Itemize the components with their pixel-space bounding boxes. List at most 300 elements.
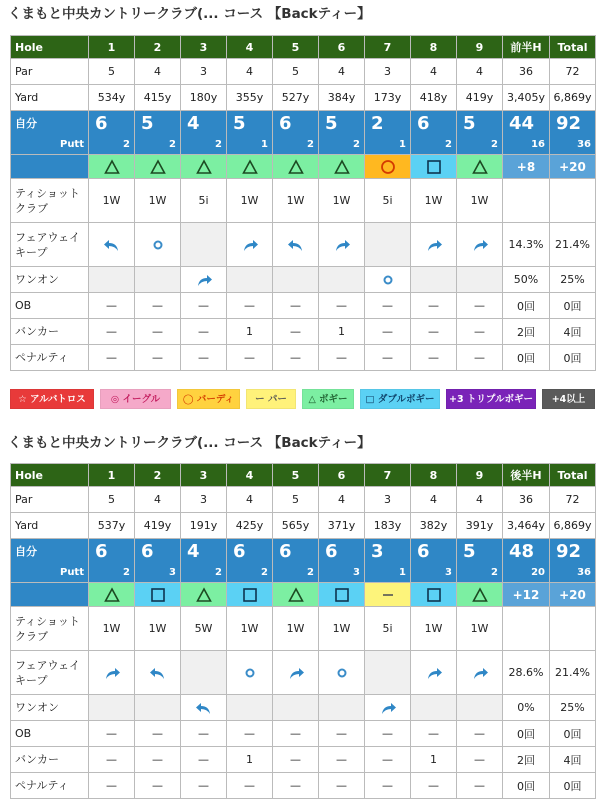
par-cell: 3 [181,487,227,513]
result-square-icon [319,583,365,607]
score-cell [319,539,365,583]
yard-cell: 382y [411,513,457,539]
par-cell: 4 [227,487,273,513]
penalty-cell: — [411,773,457,799]
bunker-cell: — [135,319,181,345]
stroke-count: 4 [187,541,200,562]
over-par-total: +20 [550,583,596,607]
yard-cell: 355y [227,85,273,111]
ob-cell: 0回 [550,293,596,319]
putt-count: 1 [399,139,406,150]
yard-cell: 415y [135,85,181,111]
penalty-cell: — [273,345,319,371]
par-cell: 4 [457,59,503,85]
par-label: Par [11,59,89,85]
result-triangle-icon [457,155,503,179]
header-col-2: 2 [135,36,181,59]
result-label-blank [11,155,89,179]
stroke-count: 6 [233,541,246,562]
legend-albatross: ☆ アルバトロス [10,389,94,409]
result-label-blank [11,583,89,607]
score-cell [181,111,227,155]
tee-shot-club-label: ティショット クラブ [11,607,89,651]
bunker-cell: — [273,747,319,773]
putt-count: 2 [123,567,130,578]
header-col-4: 4 [227,464,273,487]
one-on-na-cell [227,695,273,721]
score-cell [365,111,411,155]
yard-cell: 527y [273,85,319,111]
fairway-na-cell [181,651,227,695]
stroke-count: 5 [325,113,338,134]
header-col-8: 8 [411,36,457,59]
one-on-label: ワンオン [11,267,89,293]
stroke-count: 5 [141,113,154,134]
header-col-6: 6 [319,464,365,487]
ob-cell: — [365,293,411,319]
stroke-count: 4 [187,113,200,134]
par-cell: 5 [89,487,135,513]
yard-cell: 534y [89,85,135,111]
ob-cell: — [411,293,457,319]
score-legend [10,389,595,409]
front-nine-scorecard [10,35,596,371]
one-on-na-cell [135,695,181,721]
ob-cell: — [181,721,227,747]
my-score-title: 自分 [15,545,37,558]
putt-count: 2 [353,139,360,150]
ob-cell: — [365,721,411,747]
fairway-right-icon [273,651,319,695]
header-col-9: 9 [457,36,503,59]
one-on-pct: 0% [503,695,550,721]
penalty-cell: — [365,773,411,799]
stroke-count: 5 [463,541,476,562]
bunker-cell: — [135,747,181,773]
header-col-1: 1 [89,36,135,59]
my-score-label [11,111,89,155]
tee-club-cell: 1W [319,179,365,223]
fairway-right-icon [227,223,273,267]
ob-cell: — [273,721,319,747]
yard-cell: 3,405y [503,85,550,111]
putt-count: 36 [577,139,591,150]
header-col-8: 8 [411,464,457,487]
putt-count: 2 [307,567,314,578]
fairway-pct: 14.3% [503,223,550,267]
back-course-title: くまもと中央カントリークラブ(... コース 【Backティー】 [8,435,371,451]
penalty-cell: 0回 [550,345,596,371]
penalty-cell: — [181,345,227,371]
bunker-cell: 4回 [550,319,596,345]
putt-count: 20 [531,567,545,578]
ob-cell: — [135,721,181,747]
one-on-na-cell [411,267,457,293]
result-square-icon [135,583,181,607]
ob-cell: — [89,293,135,319]
penalty-cell: 0回 [503,773,550,799]
tee-shot-club-label: ティショット クラブ [11,179,89,223]
penalty-cell: — [319,773,365,799]
par-cell: 4 [411,59,457,85]
bunker-cell: — [411,319,457,345]
fairway-right-icon [411,223,457,267]
one-on-na-cell [319,267,365,293]
score-cell [273,111,319,155]
score-cell [365,539,411,583]
yard-cell: 391y [457,513,503,539]
one-on-na-cell [411,695,457,721]
par-cell: 4 [457,487,503,513]
par-label: Par [11,487,89,513]
bunker-label: バンカー [11,319,89,345]
tee-club-cell: 1W [227,179,273,223]
header-col-5: 5 [273,464,319,487]
back-nine-scorecard [10,463,596,799]
ob-cell: — [411,721,457,747]
one-on-na-cell [227,267,273,293]
fairway-right-icon [457,651,503,695]
one-on-na-cell [319,695,365,721]
score-cell [411,539,457,583]
score-cell [227,111,273,155]
fairway-right-icon [319,223,365,267]
fairway-right-icon [457,223,503,267]
ob-cell: — [319,293,365,319]
score-cell [550,539,596,583]
ob-cell: — [273,293,319,319]
tee-club-cell: 1W [457,607,503,651]
par-cell: 3 [365,59,411,85]
result-triangle-icon [89,155,135,179]
score-cell [503,539,550,583]
penalty-cell: 0回 [503,345,550,371]
putt-count: 2 [215,567,222,578]
ob-cell: — [135,293,181,319]
result-triangle-icon [181,155,227,179]
yard-cell: 6,869y [550,513,596,539]
header-col-7: 7 [365,464,411,487]
score-cell [135,111,181,155]
one-on-na-cell [89,695,135,721]
tee-club-cell: 1W [457,179,503,223]
result-triangle-icon [89,583,135,607]
putt-label: Putt [59,139,84,150]
result-dash-icon [365,583,411,607]
bunker-cell: — [457,319,503,345]
ob-cell: — [227,721,273,747]
score-cell [89,111,135,155]
par-cell: 3 [181,59,227,85]
header-col-10: 前半H [503,36,550,59]
over-par-total: +8 [503,155,550,179]
yard-cell: 6,869y [550,85,596,111]
over-par-total: +20 [550,155,596,179]
stroke-count: 5 [233,113,246,134]
bunker-cell: — [89,319,135,345]
stroke-count: 6 [417,541,430,562]
yard-cell: 183y [365,513,411,539]
stroke-count: 92 [556,541,582,562]
stroke-count: 6 [325,541,338,562]
par-cell: 4 [319,487,365,513]
score-cell [135,539,181,583]
fairway-center-icon [319,651,365,695]
score-cell [457,539,503,583]
yard-cell: 419y [135,513,181,539]
par-cell: 72 [550,487,596,513]
par-cell: 4 [411,487,457,513]
bunker-cell: — [181,747,227,773]
one-on-na-cell [273,267,319,293]
legend-double-bogey: □ ダブルボギー [360,389,440,409]
tee-club-cell: 1W [273,179,319,223]
tee-club-cell: 5W [181,607,227,651]
penalty-cell: — [365,345,411,371]
over-par-total: +12 [503,583,550,607]
ob-label: OB [11,721,89,747]
par-cell: 5 [273,59,319,85]
penalty-cell: — [135,773,181,799]
penalty-label: ペナルティ [11,773,89,799]
one-on-na-cell [273,695,319,721]
bunker-cell: 1 [227,319,273,345]
tee-club-cell [503,179,550,223]
ob-cell: 0回 [503,293,550,319]
putt-count: 1 [399,567,406,578]
header-col-1: 1 [89,464,135,487]
bunker-cell: — [457,747,503,773]
header-col-7: 7 [365,36,411,59]
stroke-count: 44 [509,113,535,134]
one-on-right-icon [365,695,411,721]
putt-count: 3 [169,567,176,578]
fairway-right-icon [89,651,135,695]
yard-label: Yard [11,513,89,539]
yard-cell: 3,464y [503,513,550,539]
bunker-cell: — [365,319,411,345]
one-on-center-icon [365,267,411,293]
par-cell: 5 [273,487,319,513]
tee-club-cell: 5i [181,179,227,223]
fairway-pct: 21.4% [550,651,596,695]
score-cell [503,111,550,155]
result-triangle-icon [135,155,181,179]
header-col-5: 5 [273,36,319,59]
legend-bogey: △ ボギー [302,389,354,409]
tee-club-cell: 1W [135,607,181,651]
penalty-cell: — [89,773,135,799]
one-on-na-cell [457,267,503,293]
one-on-na-cell [89,267,135,293]
fairway-center-icon [227,651,273,695]
stroke-count: 48 [509,541,535,562]
yard-cell: 565y [273,513,319,539]
penalty-cell: — [319,345,365,371]
result-triangle-icon [457,583,503,607]
par-cell: 36 [503,487,550,513]
my-score-label [11,539,89,583]
result-triangle-icon [273,155,319,179]
bunker-cell: — [181,319,227,345]
fairway-pct: 21.4% [550,223,596,267]
putt-count: 2 [491,567,498,578]
legend-eagle: ◎ イーグル [100,389,171,409]
ob-cell: — [227,293,273,319]
ob-cell: — [457,293,503,319]
stroke-count: 6 [95,541,108,562]
penalty-cell: — [227,773,273,799]
putt-count: 36 [577,567,591,578]
score-cell [550,111,596,155]
par-cell: 4 [319,59,365,85]
one-on-na-cell [457,695,503,721]
putt-count: 2 [307,139,314,150]
score-cell [273,539,319,583]
fairway-left-icon [135,651,181,695]
legend-birdie: ◯ バーディ [177,389,240,409]
stroke-count: 6 [417,113,430,134]
putt-count: 2 [123,139,130,150]
front-course-title: くまもと中央カントリークラブ(... コース 【Backティー】 [8,6,371,22]
penalty-cell: — [457,773,503,799]
legend-par: ー パー [246,389,296,409]
tee-club-cell: 1W [227,607,273,651]
yard-cell: 537y [89,513,135,539]
score-cell [411,111,457,155]
bunker-cell: 2回 [503,747,550,773]
header-col-6: 6 [319,36,365,59]
par-cell: 4 [135,487,181,513]
tee-club-cell [550,179,596,223]
my-score-title: 自分 [15,117,37,130]
tee-club-cell [550,607,596,651]
stroke-count: 6 [279,113,292,134]
fairway-na-cell [365,223,411,267]
penalty-label: ペナルティ [11,345,89,371]
stroke-count: 6 [95,113,108,134]
penalty-cell: 0回 [550,773,596,799]
penalty-cell: — [273,773,319,799]
bunker-cell: — [365,747,411,773]
result-circle-icon [365,155,411,179]
fairway-keep-label: フェアウェイ キープ [11,223,89,267]
ob-cell: 0回 [503,721,550,747]
par-cell: 36 [503,59,550,85]
stroke-count: 6 [141,541,154,562]
putt-count: 2 [169,139,176,150]
ob-cell: — [181,293,227,319]
result-square-icon [411,583,457,607]
putt-count: 16 [531,139,545,150]
stroke-count: 3 [371,541,384,562]
putt-count: 3 [445,567,452,578]
fairway-left-icon [89,223,135,267]
one-on-left-icon [181,695,227,721]
fairway-pct: 28.6% [503,651,550,695]
bunker-cell: 1 [411,747,457,773]
ob-cell: — [457,721,503,747]
fairway-left-icon [273,223,319,267]
result-triangle-icon [181,583,227,607]
score-cell [319,111,365,155]
tee-club-cell: 1W [89,607,135,651]
bunker-cell: 1 [227,747,273,773]
putt-label: Putt [59,567,84,578]
tee-club-cell: 1W [411,179,457,223]
fairway-na-cell [181,223,227,267]
header-col-9: 9 [457,464,503,487]
stroke-count: 5 [463,113,476,134]
one-on-label: ワンオン [11,695,89,721]
result-square-icon [411,155,457,179]
one-on-pct: 25% [550,267,596,293]
result-triangle-icon [273,583,319,607]
header-hole-label: Hole [11,36,89,59]
score-cell [89,539,135,583]
putt-count: 1 [261,139,268,150]
tee-club-cell: 1W [89,179,135,223]
fairway-right-icon [411,651,457,695]
yard-cell: 180y [181,85,227,111]
bunker-cell: — [89,747,135,773]
fairway-center-icon [135,223,181,267]
putt-count: 3 [353,567,360,578]
tee-club-cell: 1W [135,179,181,223]
penalty-cell: — [135,345,181,371]
bunker-cell: — [319,747,365,773]
header-col-10: 後半H [503,464,550,487]
header-col-11: Total [550,464,596,487]
yard-label: Yard [11,85,89,111]
score-cell [457,111,503,155]
ob-cell: 0回 [550,721,596,747]
putt-count: 2 [261,567,268,578]
bunker-cell: 4回 [550,747,596,773]
bunker-cell: — [273,319,319,345]
header-col-4: 4 [227,36,273,59]
fairway-keep-label: フェアウェイ キープ [11,651,89,695]
yard-cell: 419y [457,85,503,111]
stroke-count: 2 [371,113,384,134]
yard-cell: 371y [319,513,365,539]
stroke-count: 6 [279,541,292,562]
par-cell: 5 [89,59,135,85]
par-cell: 72 [550,59,596,85]
legend-four-plus: +4以上 [542,389,595,409]
ob-label: OB [11,293,89,319]
one-on-na-cell [135,267,181,293]
ob-cell: — [319,721,365,747]
par-cell: 4 [227,59,273,85]
penalty-cell: — [181,773,227,799]
result-triangle-icon [319,155,365,179]
result-triangle-icon [227,155,273,179]
one-on-pct: 25% [550,695,596,721]
tee-club-cell: 1W [319,607,365,651]
one-on-right-icon [181,267,227,293]
header-col-2: 2 [135,464,181,487]
bunker-label: バンカー [11,747,89,773]
ob-cell: — [89,721,135,747]
penalty-cell: — [411,345,457,371]
score-cell [181,539,227,583]
fairway-na-cell [365,651,411,695]
penalty-cell: — [227,345,273,371]
header-col-3: 3 [181,464,227,487]
stroke-count: 92 [556,113,582,134]
putt-count: 2 [445,139,452,150]
